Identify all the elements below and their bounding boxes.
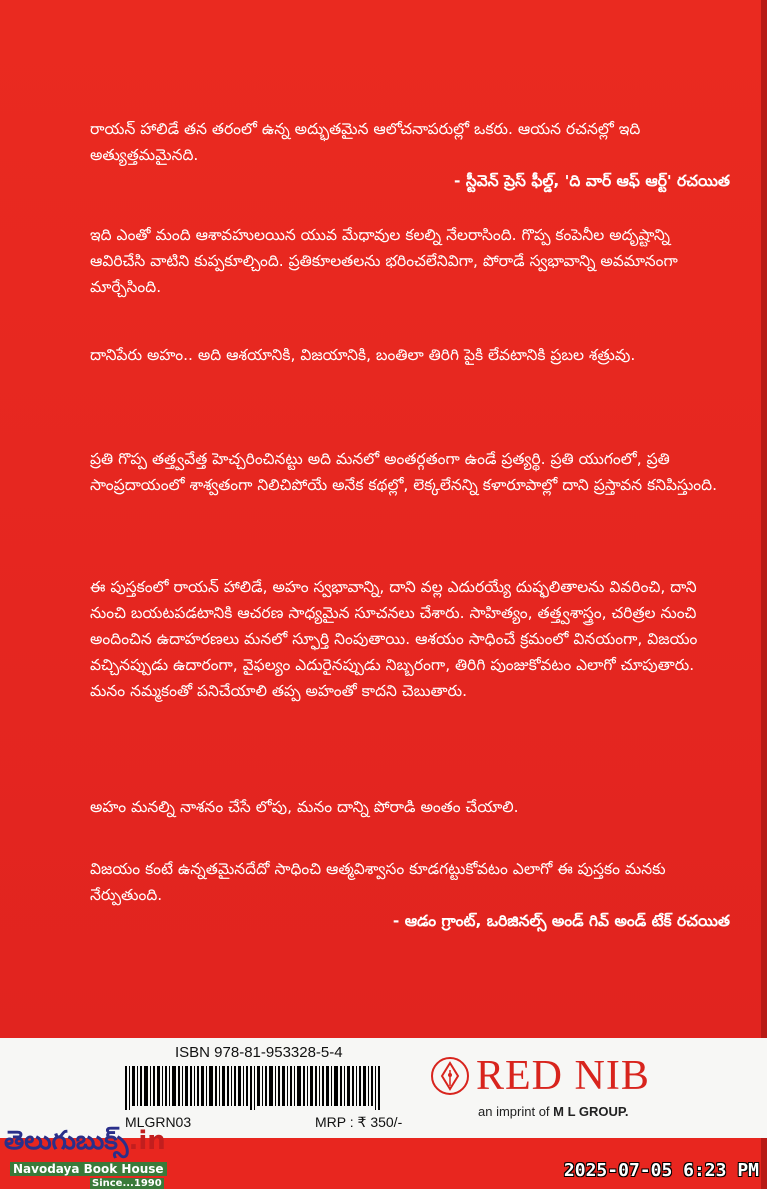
watermark-telugu: తెలుగుబుక్స్ xyxy=(4,1126,129,1156)
paragraph-ego-name xyxy=(90,342,730,368)
watermark-title xyxy=(4,1126,166,1162)
imprint-line xyxy=(478,1104,629,1119)
isbn-number: ISBN 978-81-953328-5-4 xyxy=(175,1044,343,1061)
paragraph-book-summary xyxy=(90,574,730,704)
paragraph-philosophers xyxy=(90,446,730,498)
quote-attribution: - ఆడం గ్రాంట్, ఒరిజినల్స్ అండ్ గివ్ అండ్ టేక్ రచయిత xyxy=(392,912,730,930)
photo-timestamp: 2025-07-05 6:23 PM xyxy=(563,1160,759,1181)
paragraph-text: ప్రతి గొప్ప తత్త్వవేత్త హెచ్చరించినట్టు అది మనలో అంతర్గతంగా ఉండే ప్రత్యర్థి. ప్రతి యుగంలో, ప్రతి సాంప్రదాయంలో శాశ్వతంగా నిలిచిపోయే అనేక కథల్లో, లెక్కలేనన్ని కళారూపాల్లో దాని ప్రస్తావన కనిపిస్తుంది. xyxy=(90,450,718,494)
watermark-domain: .in xyxy=(128,1126,166,1156)
quote-adam-grant xyxy=(90,856,730,934)
brand-name: RED NIB xyxy=(476,1053,650,1099)
paragraph-text: అహం మనల్ని నాశనం చేసే లోపు, మనం దాన్ని పోరాడి అంతం చేయాలి. xyxy=(90,798,519,816)
paragraph-text: ఈ పుస్తకంలో రాయన్ హాలిడే, అహం స్వభావాన్ని, దాని వల్ల ఎదురయ్యే దుష్ఫలితాలను వివరించి, దాని నుంచి బయటపడటానికి ఆచరణ సాధ్యమైన సూచనలు చేశారు. సాహిత్యం, తత్త్వశాస్త్రం, చరిత్రల నుంచి అందించిన ఉదాహరణలు మనలో స్ఫూర్తి నింపుతాయి. ఆశయం సాధించే క్రమంలో వినయంగా, విజయం వచ్చినప్పుడు ఉదారంగా, వైఫల్యం ఎదురైనప్పుడు నిబ్బరంగా, తిరిగి పుంజుకోవటం ఎలాగో చూపుతారు. మనం నమ్మకంతో పనిచేయాలి తప్ప అహంతో కాదని చెబుతారు. xyxy=(90,578,698,700)
pen-nib-icon xyxy=(430,1056,470,1096)
quote-text: విజయం కంటే ఉన్నతమైనదేదో సాధించి ఆత్మవిశ్వాసం కూడగట్టుకోవటం ఎలాగో ఈ పుస్తకం మనకు నేర్పుతుంది. xyxy=(90,860,666,904)
imprint-group: M L GROUP. xyxy=(553,1104,629,1119)
product-code: MLGRN03 xyxy=(125,1114,192,1130)
paragraph-text: ఇది ఎంతో మంది ఆశావహులయిన యువ మేధావుల కలల్ని నేలరాసింది. గొప్ప కంపెనీల అదృష్టాన్ని ఆవిరిచేసి వాటిని కుప్పకూల్చింది. ప్రతికూలతలను భరించలేనివిగా, పోరాడే స్వభావాన్ని అవమానంగా మార్చేసింది. xyxy=(90,226,678,296)
price-label: MRP : ₹ 350/- xyxy=(315,1114,403,1130)
watermark-subtitle: Navodaya Book House xyxy=(10,1162,167,1176)
quote-steven-pressfield xyxy=(90,116,730,194)
cover-edge xyxy=(761,0,767,1189)
paragraph-intro xyxy=(90,222,730,300)
watermark-since: Since...1990 xyxy=(92,1178,162,1189)
imprint-prefix: an imprint of xyxy=(478,1104,554,1119)
paragraph-destroy-ego xyxy=(90,794,730,820)
paragraph-text: దానిపేరు అహం.. అది ఆశయానికి, విజయానికి, బంతిలా తిరిగి పైకి లేవటానికి ప్రబల శత్రువు. xyxy=(90,346,636,364)
barcode-icon xyxy=(125,1066,385,1110)
quote-text: రాయన్ హాలిడే తన తరంలో ఉన్న అద్భుతమైన ఆలోచనాపరుల్లో ఒకరు. ఆయన రచనల్లో ఇది అత్యుత్తమమైనది. xyxy=(90,120,641,164)
quote-attribution: - స్టీవెన్ ప్రెస్ ఫీల్డ్, 'ది వార్ ఆఫ్ ఆర్ట్' రచయిత xyxy=(454,172,730,190)
store-watermark xyxy=(2,1120,182,1189)
